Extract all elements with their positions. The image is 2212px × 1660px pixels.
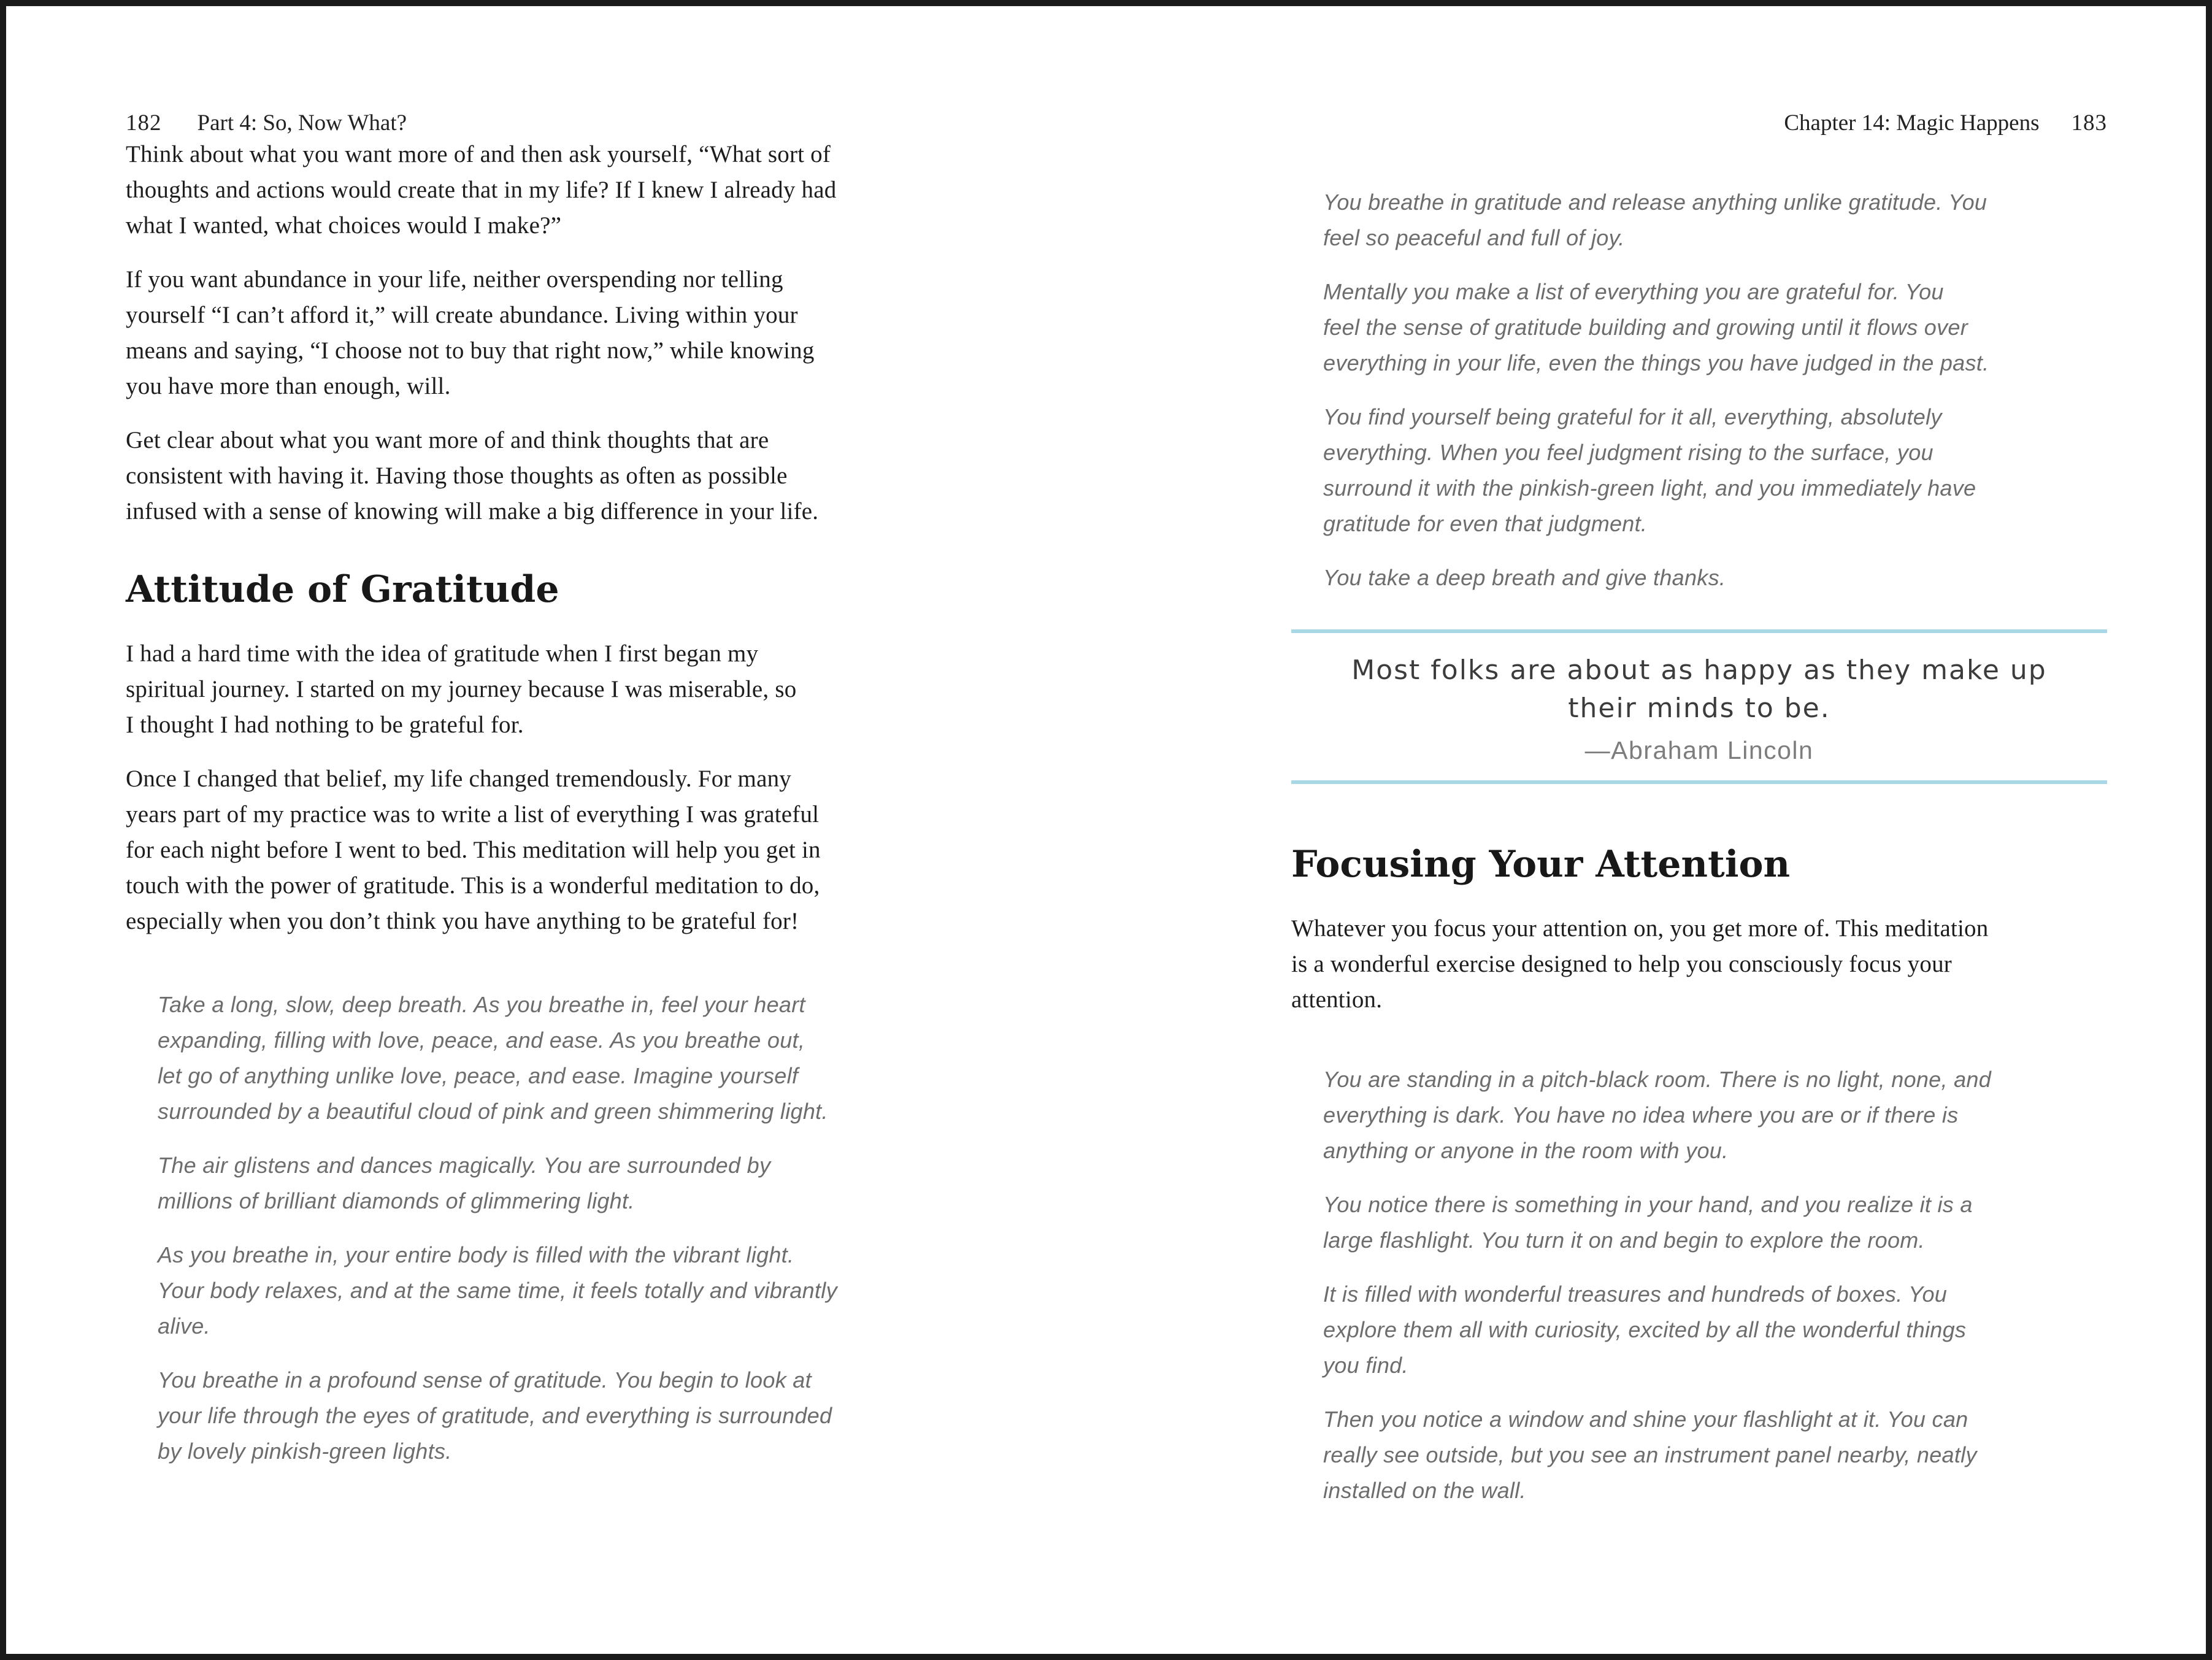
body-paragraph: Think about what you want more of and then ask yourself, “What sort of thoughts and actions would create that in my life? If I knew I already had what I wanted, what choices would I make?” bbox=[126, 141, 837, 239]
section-heading-focusing-your-attention: Focusing Your Attention bbox=[1291, 843, 1791, 886]
meditation-block-right-top bbox=[1323, 185, 2083, 596]
meditation-paragraph: You find yourself being grateful for it all, everything, absolutely everything. When you feel judgment rising to the surface, you surround it with the pinkish-green light, and you immediately have gratitude for even that judgment. bbox=[1323, 404, 1976, 536]
meditation-paragraph: You are standing in a pitch-black room. There is no light, none, and everything is dark. You have no idea where you are or if there is anything or anyone in the room with you. bbox=[1323, 1067, 1992, 1163]
right-page-number: 183 bbox=[2071, 110, 2107, 136]
body-paragraph: If you want abundance in your life, neither overspending nor telling yourself “I can’t afford it,” will create abundance. Living within your means and saying, “I choose not to buy that right now,” while knowing you have more than enough, will. bbox=[126, 266, 815, 399]
right-running-head: Chapter 14: Magic Happens bbox=[1784, 110, 2040, 136]
meditation-paragraph: Take a long, slow, deep breath. As you breathe in, feel your heart expanding, filling with love, peace, and ease. As you breathe out, let go of anything unlike love, peace, and ease. Imagine yourself surrounded by a beautiful cloud of pink and green shimmering light. bbox=[158, 992, 828, 1124]
left-page-header bbox=[126, 110, 942, 137]
meditation-paragraph: It is filled with wonderful treasures and hundreds of boxes. You explore them all with curiosity, excited by all the wonderful things you find. bbox=[1323, 1282, 1967, 1378]
meditation-block-left bbox=[158, 987, 917, 1469]
meditation-paragraph: You notice there is something in your hand, and you realize it is a large flashlight. You turn it on and begin to explore the room. bbox=[1323, 1192, 1973, 1253]
meditation-paragraph: Mentally you make a list of everything you are grateful for. You feel the sense of gratitude building and growing until it flows over everything in your life, even the things you have judged in the past. bbox=[1323, 279, 1989, 375]
quote-text: Most folks are about as happy as they make up their minds to be. bbox=[1351, 655, 2047, 724]
meditation-paragraph: You breathe in gratitude and release anything unlike gratitude. You feel so peaceful and full of joy. bbox=[1323, 190, 1987, 250]
meditation-paragraph: You breathe in a profound sense of gratitude. You begin to look at your life through the eyes of gratitude, and everything is surrounded by lovely pinkish-green lights. bbox=[158, 1367, 832, 1464]
section-heading-attitude-of-gratitude: Attitude of Gratitude bbox=[126, 568, 559, 611]
meditation-paragraph: Then you notice a window and shine your flashlight at it. You can really see outside, but you see an instrument panel nearby, neatly installed on the wall. bbox=[1323, 1407, 1977, 1503]
meditation-paragraph: You take a deep breath and give thanks. bbox=[1323, 565, 1726, 590]
body-paragraph: Get clear about what you want more of and think thoughts that are consistent with having it. Having those thoughts as often as possible infused with a sense of knowing will make a big difference in your life. bbox=[126, 427, 819, 525]
body-paragraph: Whatever you focus your attention on, you get more of. This meditation is a wonderful exercise designed to help you consciously focus your attention. bbox=[1291, 915, 1989, 1013]
meditation-paragraph: The air glistens and dances magically. You are surrounded by millions of brilliant diamonds of glimmering light. bbox=[158, 1153, 771, 1213]
meditation-paragraph: As you breathe in, your entire body is filled with the vibrant light. Your body relaxes, and at the same time, it feels totally and vibrantly alive. bbox=[158, 1242, 837, 1339]
meditation-block-right-bottom bbox=[1323, 1062, 2083, 1508]
left-running-head: Part 4: So, Now What? bbox=[197, 110, 407, 136]
left-page bbox=[126, 6, 942, 1488]
right-page-header bbox=[1291, 110, 2107, 137]
right-page bbox=[1291, 6, 2107, 1527]
quote-attribution: —Abraham Lincoln bbox=[1584, 736, 1814, 764]
body-paragraph: Once I changed that belief, my life changed tremendously. For many years part of my practice was to write a list of everything I was grateful for each night before I went to bed. This meditation will help you get in touch with the power of gratitude. This is a wonderful meditation to do, especially when you don’t think you have anything to be grateful for! bbox=[126, 766, 821, 934]
left-page-number: 182 bbox=[126, 110, 162, 136]
pull-quote bbox=[1291, 629, 2107, 784]
body-paragraph: I had a hard time with the idea of gratitude when I first began my spiritual journey. I started on my journey because I was miserable, so I thought I had nothing to be grateful for. bbox=[126, 640, 797, 738]
